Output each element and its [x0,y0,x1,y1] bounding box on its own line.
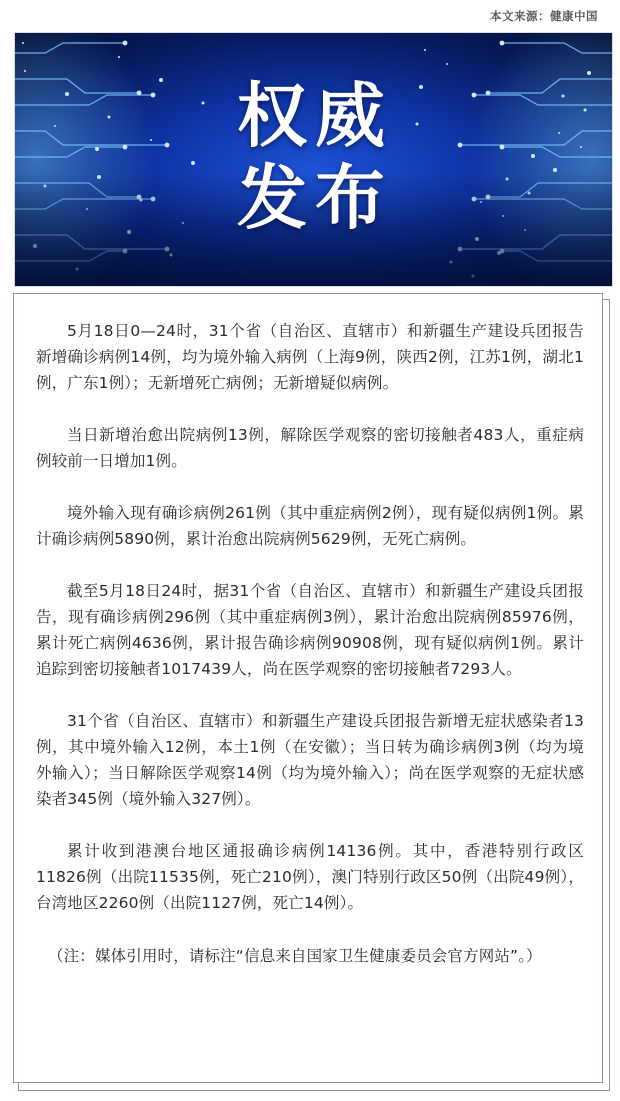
paragraph-cumulative-totals: 截至5月18日24时，据31个省（自治区、直辖市）和新疆生产建设兵团报告，现有确诊病例296例（其中重症病例3例），累计治愈出院病例85976例，累计死亡病例4636例，累计报告确诊病例90908例，现有疑似病例1例。累计追踪到密切接触者1017439人，尚在医学观察的密切接触者7293人。 [36,582,584,678]
source-attribution: 本文来源：健康中国 [490,9,598,23]
paragraph-asymptomatic: 31个省（自治区、直辖市）和新疆生产建设兵团报告新增无症状感染者13例，其中境外输入12例，本土1例（在安徽）；当日转为确诊病例3例（均为境外输入）；当日解除医学观察14例（均为境外输入）；尚在医学观察的无症状感染者345例（境外输入327例）。 [36,712,584,808]
authority-release-banner [14,32,613,287]
paragraph-hk-macao-taiwan: 累计收到港澳台地区通报确诊病例14136例。其中，香港特别行政区11826例（出院11535例，死亡210例），澳门特别行政区50例（出院49例），台湾地区2260例（出院1127例，死亡14例）。 [36,842,584,912]
citation-note: （注：媒体引用时，请标注“信息来自国家卫生健康委员会官方网站”。） [48,947,542,965]
paragraph-daily-new-cases: 5月18日0—24时，31个省（自治区、直辖市）和新疆生产建设兵团报告新增确诊病例14例，均为境外输入病例（上海9例，陕西2例，江苏1例，湖北1例，广东1例）；无新增死亡病例；无新增疑似病例。 [36,322,584,392]
paragraph-recoveries: 当日新增治愈出院病例13例，解除医学观察的密切接触者483人，重症病例较前一日增加1例。 [36,426,584,470]
banner-title-line2: 发布 [237,157,393,239]
report-card [13,293,603,1083]
banner-title-line1: 权威 [237,75,393,157]
banner-title [237,75,427,239]
paragraph-imported-cases: 境外输入现有确诊病例261例（其中重症病例2例），现有疑似病例1例。累计确诊病例5890例，累计治愈出院病例5629例，无死亡病例。 [36,504,584,548]
